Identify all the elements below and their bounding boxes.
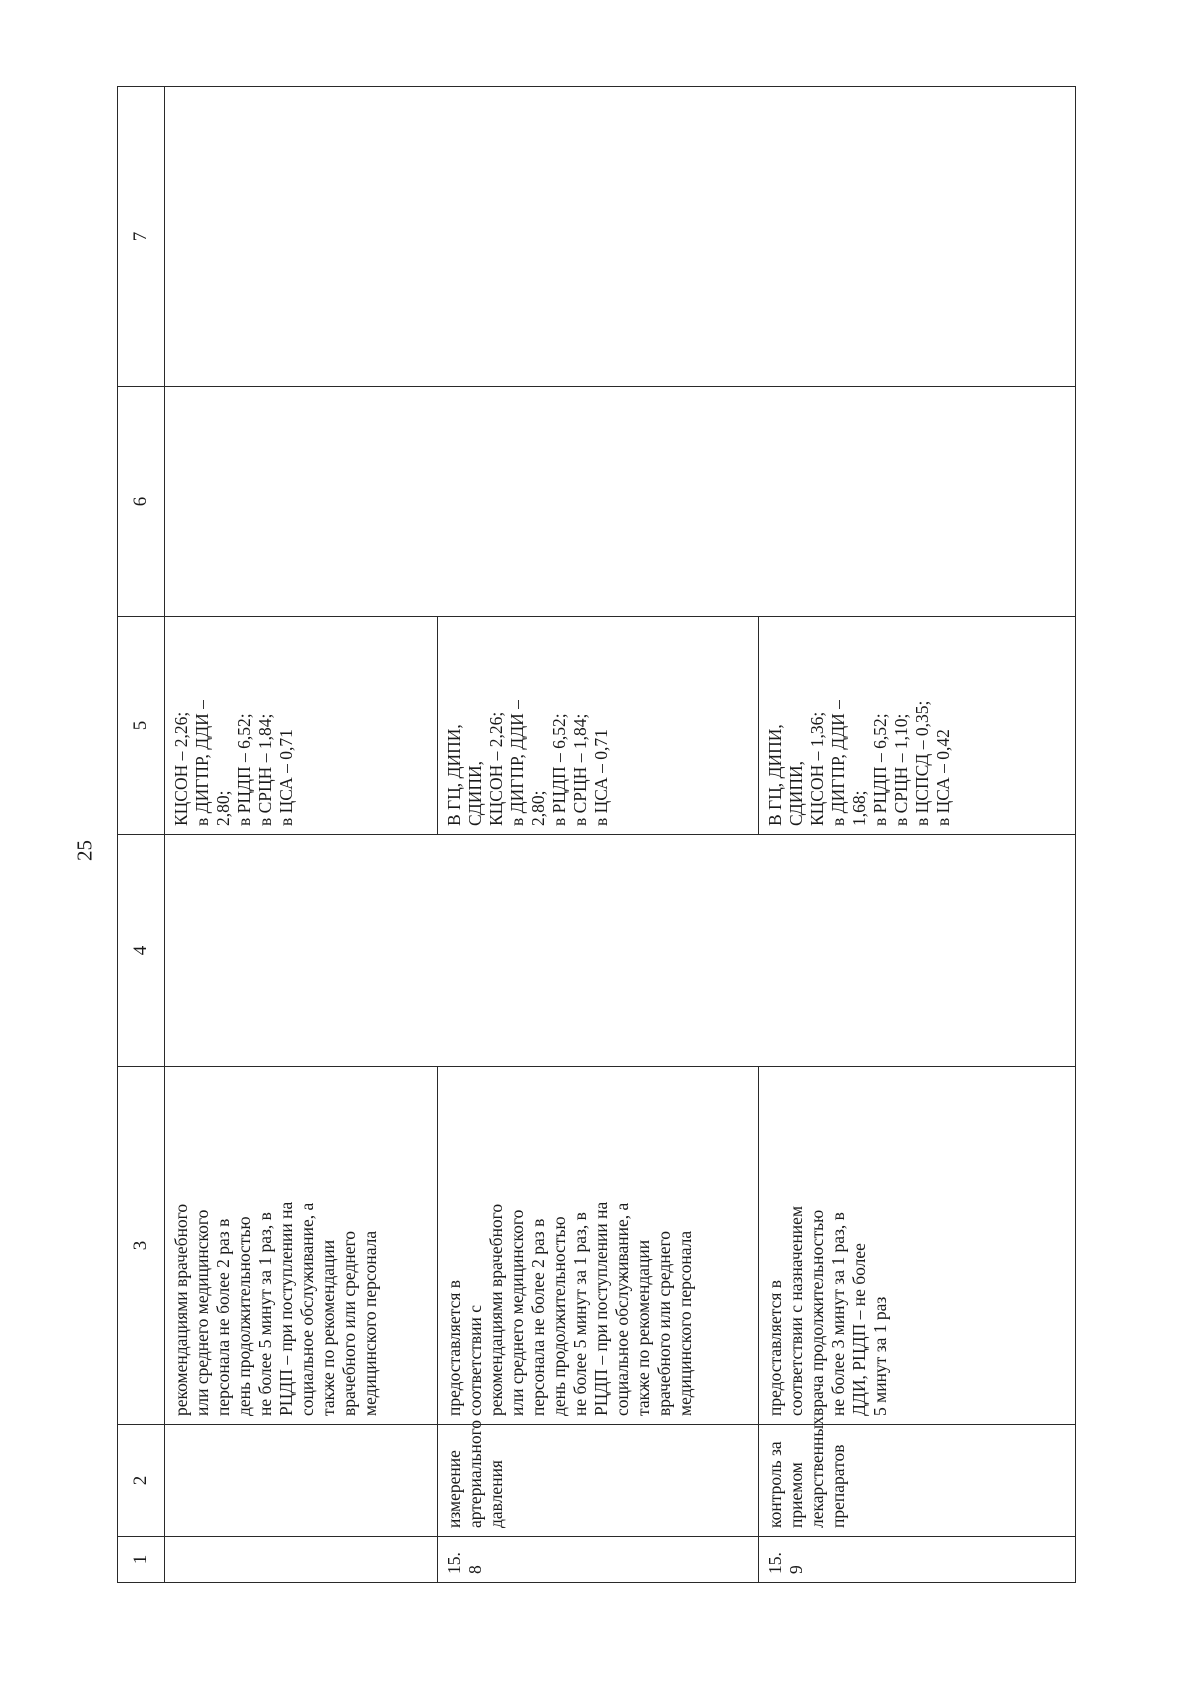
cell-line: в РЦДП – 6,52; bbox=[549, 713, 569, 826]
cell-line: также по рекомендации bbox=[633, 1239, 653, 1416]
cell-line: давления bbox=[486, 1460, 506, 1528]
cell-line: день продолжительностью bbox=[549, 1216, 569, 1416]
cell-line: или среднего медицинского bbox=[507, 1209, 527, 1416]
cell-line: приемом bbox=[786, 1462, 806, 1528]
col-4-cell bbox=[165, 835, 1076, 1067]
service-norms bbox=[759, 617, 1076, 835]
cell-line: СДИПИ, bbox=[465, 760, 485, 826]
col-6-cell bbox=[165, 387, 1076, 617]
header-col-5: 5 bbox=[118, 617, 165, 835]
cell-line: соответствии с назначением bbox=[786, 1205, 806, 1416]
cell-line: день продолжительностью bbox=[234, 1216, 254, 1416]
service-norms bbox=[438, 617, 759, 835]
cell-line: врачебного или среднего bbox=[654, 1231, 674, 1416]
service-description bbox=[165, 1067, 438, 1425]
cell-line: не более 5 минут за 1 раз, в bbox=[255, 1212, 275, 1416]
service-name bbox=[438, 1419, 759, 1537]
cell-line: персонала не более 2 раз в bbox=[528, 1218, 548, 1416]
cell-line: контроль за bbox=[765, 1441, 785, 1528]
header-col-3: 3 bbox=[118, 1067, 165, 1425]
cell-line: лекарственных bbox=[807, 1416, 827, 1528]
cell-line: В ГЦ, ДИПИ, bbox=[444, 724, 464, 826]
header-col-6: 6 bbox=[118, 387, 165, 617]
cell-line: В ГЦ, ДИПИ, bbox=[765, 724, 785, 826]
services-table bbox=[117, 86, 1076, 1583]
header-row bbox=[118, 87, 165, 1583]
service-name bbox=[759, 1416, 1076, 1537]
service-description bbox=[759, 1067, 1076, 1425]
cell-line: измерение bbox=[444, 1450, 464, 1528]
cell-line: ДДИ, РЦДП – не более bbox=[849, 1243, 869, 1416]
cell-line: персонала не более 2 раз в bbox=[213, 1218, 233, 1416]
table-row bbox=[165, 87, 438, 1583]
row-number: 15.8 bbox=[438, 1537, 759, 1583]
service-name bbox=[165, 1425, 438, 1537]
cell-line: в РЦДП – 6,52; bbox=[870, 713, 890, 826]
cell-line: в ЦСА – 0,71 bbox=[591, 729, 611, 826]
header-col-7: 7 bbox=[118, 87, 165, 387]
cell-line: КЦСОН – 2,26; bbox=[171, 711, 191, 826]
cell-line: в РЦДП – 6,52; bbox=[234, 713, 254, 826]
row-number: 15.9 bbox=[759, 1537, 1076, 1583]
cell-line: также по рекомендации bbox=[318, 1239, 338, 1416]
cell-line: не более 5 минут за 1 раз, в bbox=[570, 1212, 590, 1416]
cell-line: в ДИГПР, ДДИ – bbox=[192, 700, 212, 826]
table-rotated-wrapper bbox=[117, 87, 1046, 1583]
cell-line: предоставляется в bbox=[765, 1279, 785, 1416]
cell-line: врача продолжительностью bbox=[807, 1209, 827, 1416]
cell-line: 5 минут за 1 раз bbox=[870, 1296, 890, 1416]
cell-line: в СРЦН – 1,84; bbox=[255, 713, 275, 826]
cell-line: в ЦСА – 0,42 bbox=[933, 729, 953, 826]
cell-line: социальное обслуживание, а bbox=[612, 1202, 632, 1416]
cell-line: медицинского персонала bbox=[675, 1230, 695, 1416]
col-7-cell bbox=[165, 87, 1076, 387]
cell-line: 1,68; bbox=[849, 790, 869, 826]
cell-line: соответствии с bbox=[465, 1304, 485, 1416]
cell-line: в ЦСПСД – 0,35; bbox=[912, 700, 932, 826]
cell-line: в СРЦН – 1,84; bbox=[570, 713, 590, 826]
cell-line: в ДИГПР, ДДИ – bbox=[507, 700, 527, 826]
cell-line: предоставляется в bbox=[444, 1279, 464, 1416]
cell-line: в ЦСА – 0,71 bbox=[276, 729, 296, 826]
row-number bbox=[165, 1537, 438, 1583]
cell-line: социальное обслуживание, а bbox=[297, 1202, 317, 1416]
cell-line: РЦДП – при поступлении на bbox=[591, 1201, 611, 1416]
cell-line: медицинского персонала bbox=[360, 1230, 380, 1416]
header-col-4: 4 bbox=[118, 835, 165, 1067]
cell-line: в СРЦН – 1,10; bbox=[891, 713, 911, 826]
cell-line: КЦСОН – 2,26; bbox=[486, 711, 506, 826]
service-description bbox=[438, 1067, 759, 1425]
cell-line: КЦСОН – 1,36; bbox=[807, 711, 827, 826]
page-number: 25 bbox=[72, 840, 97, 861]
header-col-2: 2 bbox=[118, 1425, 165, 1537]
cell-line: артериального bbox=[465, 1419, 485, 1528]
service-norms bbox=[165, 617, 438, 835]
cell-line: рекомендациями врачебного bbox=[171, 1203, 191, 1416]
cell-line: врачебного или среднего bbox=[339, 1231, 359, 1416]
cell-line: не более 3 минут за 1 раз, в bbox=[828, 1212, 848, 1416]
cell-line: РЦДП – при поступлении на bbox=[276, 1201, 296, 1416]
cell-line: 2,80; bbox=[528, 790, 548, 826]
header-col-1: 1 bbox=[118, 1537, 165, 1583]
cell-line: 2,80; bbox=[213, 790, 233, 826]
cell-line: СДИПИ, bbox=[786, 760, 806, 826]
cell-line: в ДИГПР, ДДИ – bbox=[828, 700, 848, 826]
cell-line: препаратов bbox=[828, 1444, 848, 1528]
cell-line: рекомендациями врачебного bbox=[486, 1203, 506, 1416]
cell-line: или среднего медицинского bbox=[192, 1209, 212, 1416]
